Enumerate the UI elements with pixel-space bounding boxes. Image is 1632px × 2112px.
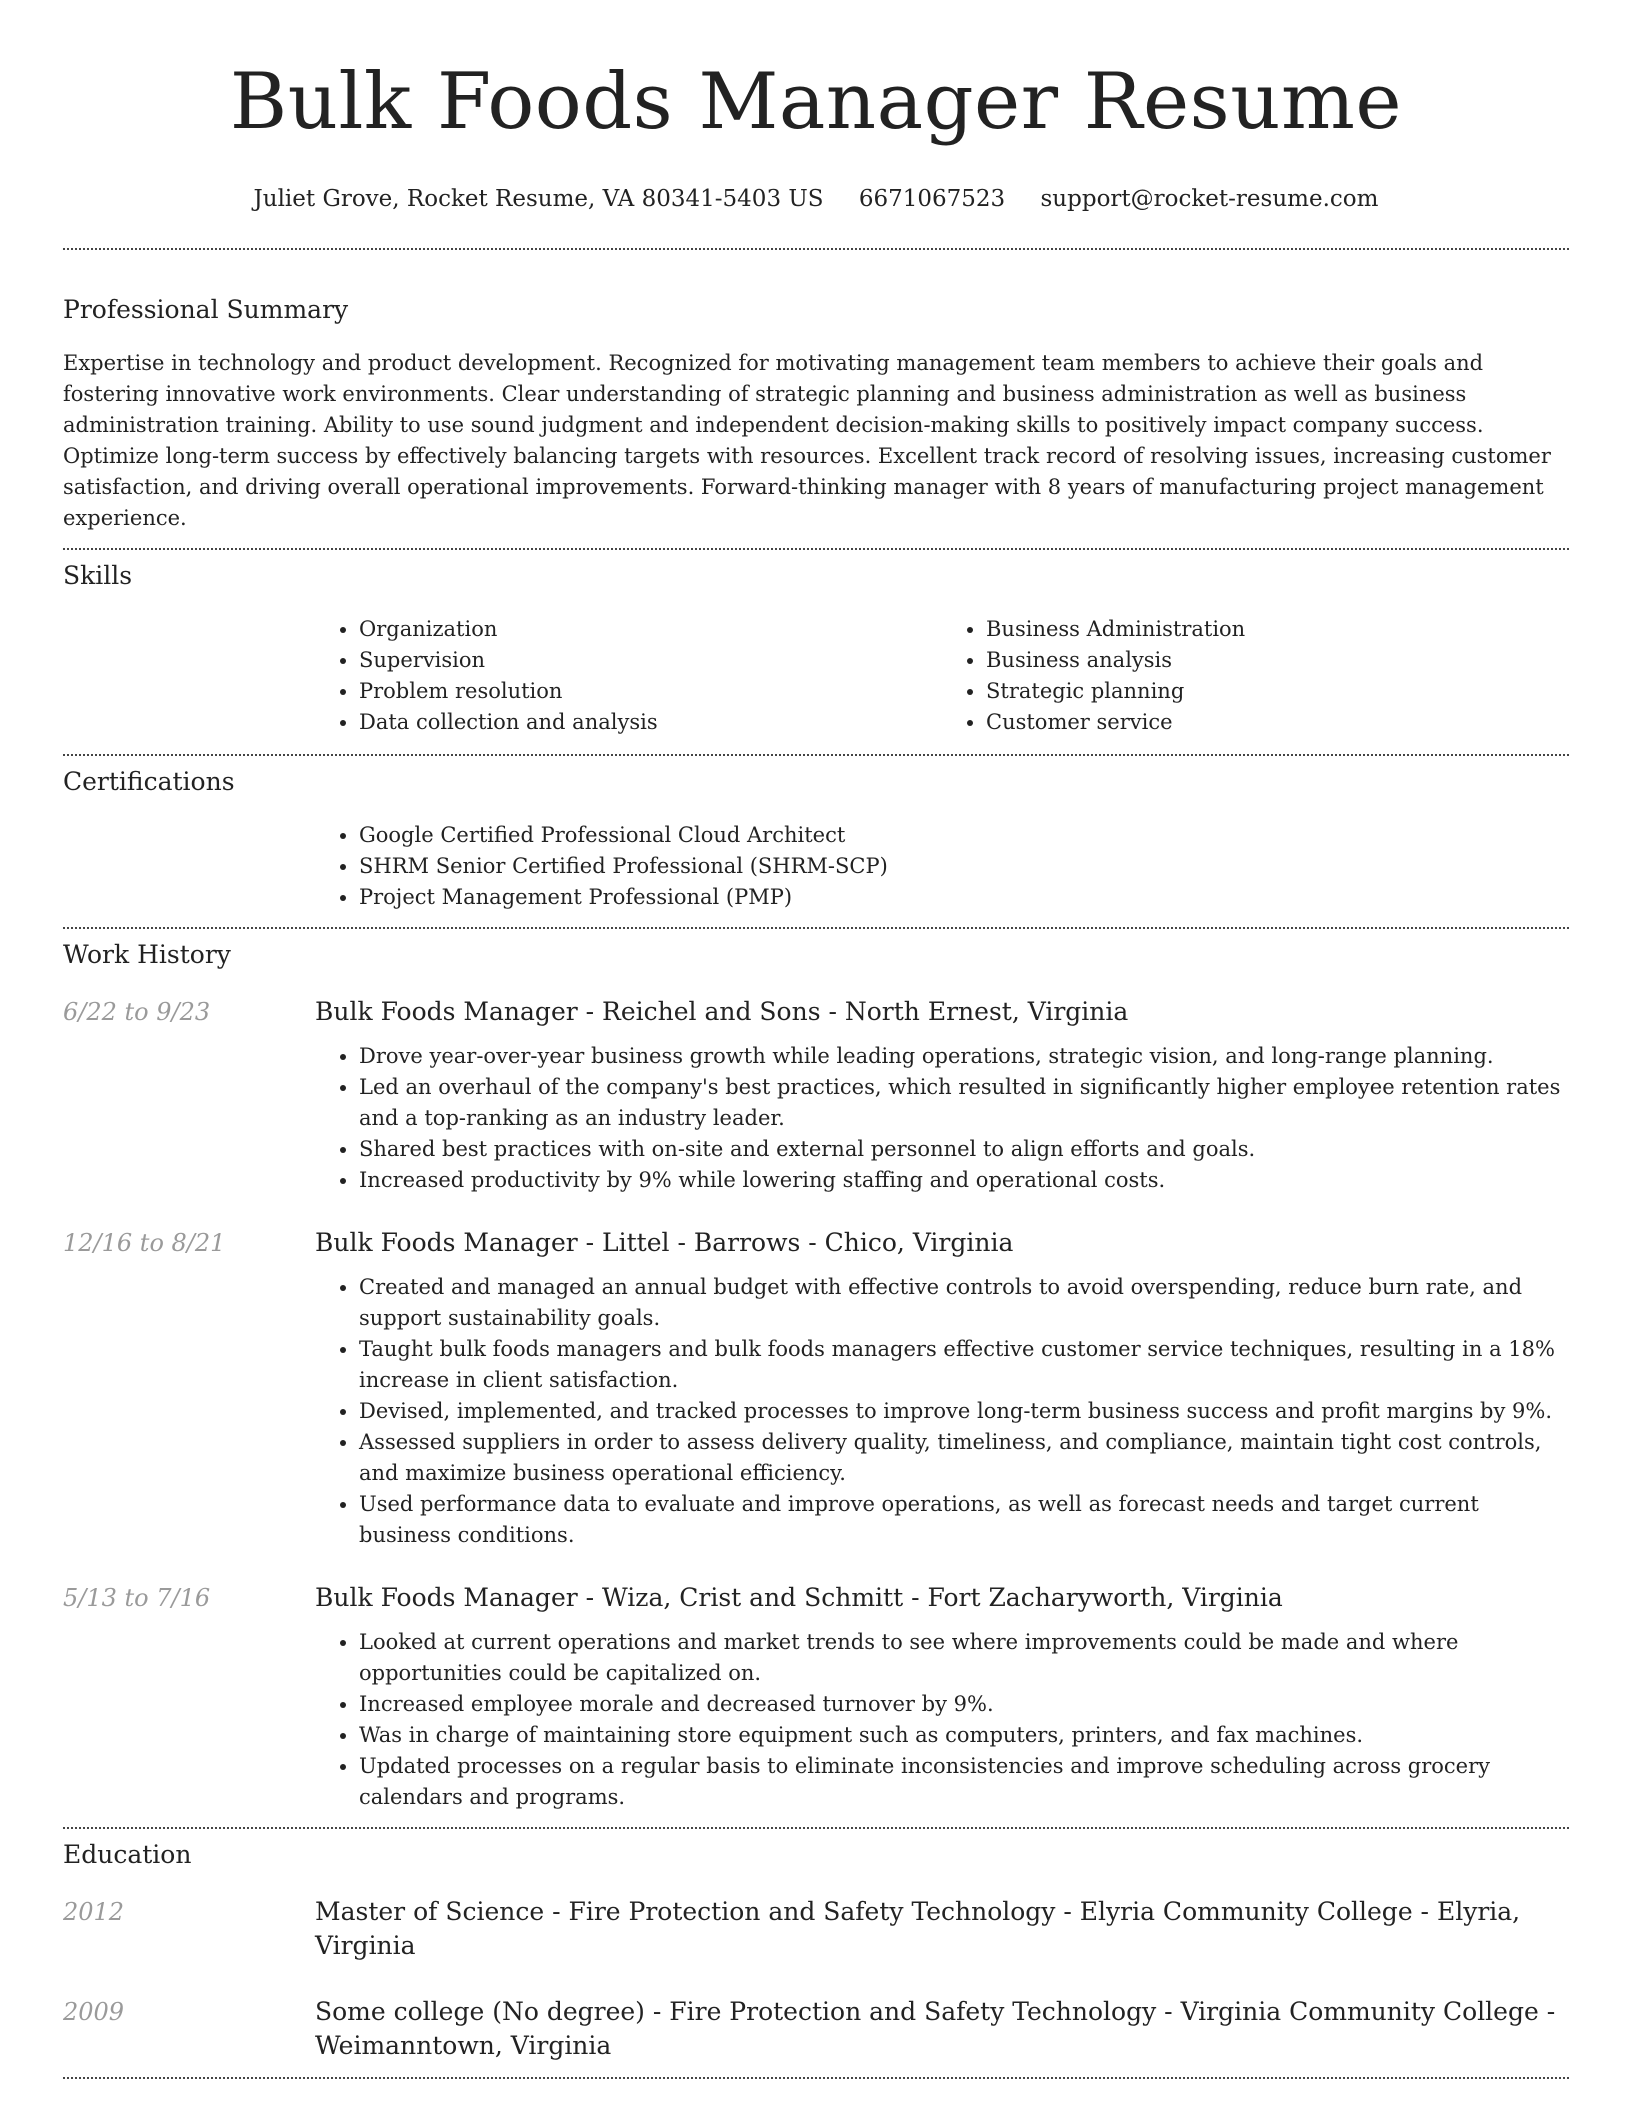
skill-item: • Data collection and analysis bbox=[359, 707, 942, 738]
certifications-section bbox=[63, 766, 1569, 913]
job-bullets bbox=[315, 1041, 1569, 1196]
skill-item: • Problem resolution bbox=[359, 676, 942, 707]
skill-item: • Customer service bbox=[986, 707, 1569, 738]
divider bbox=[63, 927, 1569, 929]
certification-item: • SHRM Senior Certified Professional (SHRM-SCP) bbox=[359, 851, 1569, 882]
skill-item: • Business Administration bbox=[986, 614, 1569, 645]
certification-item: • Project Management Professional (PMP) bbox=[359, 882, 1569, 913]
job-title: Bulk Foods Manager - Wiza, Crist and Schmitt - Fort Zacharyworth, Virginia bbox=[315, 1583, 1283, 1612]
divider bbox=[63, 248, 1569, 250]
skill-item: • Organization bbox=[359, 614, 942, 645]
summary-section bbox=[63, 294, 1569, 534]
skills-section bbox=[63, 560, 1569, 738]
job-bullet: • Increased productivity by 9% while lowering staffing and operational costs. bbox=[359, 1165, 1569, 1196]
summary-heading: Professional Summary bbox=[63, 295, 349, 324]
certifications-list bbox=[315, 820, 1569, 913]
job-dates: 12/16 to 8/21 bbox=[63, 1229, 226, 1257]
job-entry bbox=[63, 1581, 1569, 1813]
job-bullet: • Used performance data to evaluate and improve operations, as well as forecast needs and target current business conditions. bbox=[359, 1489, 1569, 1551]
contact-line bbox=[63, 184, 1569, 214]
job-bullet: • Was in charge of maintaining store equipment such as computers, printers, and fax machines. bbox=[359, 1720, 1569, 1751]
education-title: Master of Science - Fire Protection and Safety Technology - Elyria Community College - Elyria, Virginia bbox=[315, 1897, 1521, 1960]
job-bullet: • Taught bulk foods managers and bulk foods managers effective customer service techniques, resulting in a 18% increase in client satisfaction. bbox=[359, 1334, 1569, 1396]
summary-text: Expertise in technology and product development. Recognized for motivating management team members to achieve their goals and fostering innovative work environments. Clear understanding of strategic planning and business administration as well as business administration training. Ability to use sound judgment and independent decision-making skills to positively impact company success. Optimize long-term success by effectively balancing targets with resources. Excellent track record of resolving issues, increasing customer satisfaction, and driving overall operational improvements. Forward-thinking manager with 8 years of manufacturing project management experience. bbox=[63, 351, 1551, 530]
divider bbox=[63, 2077, 1569, 2079]
education-heading: Education bbox=[63, 1840, 192, 1869]
skill-item: • Business analysis bbox=[986, 645, 1569, 676]
education-year: 2012 bbox=[63, 1898, 125, 1926]
skill-item: • Strategic planning bbox=[986, 676, 1569, 707]
contact-email: support@rocket-resume.com bbox=[1040, 186, 1379, 212]
job-header bbox=[63, 1226, 1569, 1260]
certification-item: • Google Certified Professional Cloud Architect bbox=[359, 820, 1569, 851]
contact-phone: 6671067523 bbox=[858, 186, 1006, 212]
work-history-section bbox=[63, 939, 1569, 1813]
divider bbox=[63, 548, 1569, 550]
skills-grid bbox=[315, 614, 1569, 738]
job-bullet: • Led an overhaul of the company's best practices, which resulted in significantly higher employee retention rates and a top-ranking as an industry leader. bbox=[359, 1072, 1569, 1134]
job-dates: 6/22 to 9/23 bbox=[63, 998, 211, 1026]
job-bullet: • Assessed suppliers in order to assess delivery quality, timeliness, and compliance, maintain tight cost controls, and maximize business operational efficiency. bbox=[359, 1427, 1569, 1489]
certifications-heading: Certifications bbox=[63, 767, 235, 796]
skill-item: • Supervision bbox=[359, 645, 942, 676]
job-title: Bulk Foods Manager - Littel - Barrows - Chico, Virginia bbox=[315, 1228, 1014, 1257]
job-bullet: • Drove year-over-year business growth while leading operations, strategic vision, and long-range planning. bbox=[359, 1041, 1569, 1072]
divider bbox=[63, 754, 1569, 756]
skills-list-right bbox=[942, 614, 1569, 738]
job-bullet: • Looked at current operations and market trends to see where improvements could be made and where opportunities could be capitalized on. bbox=[359, 1627, 1569, 1689]
job-bullet: • Increased employee morale and decreased turnover by 9%. bbox=[359, 1689, 1569, 1720]
job-bullets bbox=[315, 1627, 1569, 1813]
education-entry bbox=[63, 1895, 1569, 1963]
job-bullet: • Shared best practices with on-site and external personnel to align efforts and goals. bbox=[359, 1134, 1569, 1165]
education-entry bbox=[63, 1995, 1569, 2063]
job-header bbox=[63, 1581, 1569, 1615]
job-entry bbox=[63, 1226, 1569, 1551]
work-history-heading: Work History bbox=[63, 940, 231, 969]
job-title: Bulk Foods Manager - Reichel and Sons - North Ernest, Virginia bbox=[315, 997, 1129, 1026]
resume-title: Bulk Foods Manager Resume bbox=[229, 57, 1403, 147]
job-bullets bbox=[315, 1272, 1569, 1551]
job-dates: 5/13 to 7/16 bbox=[63, 1584, 211, 1612]
job-bullet: • Updated processes on a regular basis to eliminate inconsistencies and improve scheduling across grocery calendars and programs. bbox=[359, 1751, 1569, 1813]
job-bullet: • Created and managed an annual budget with effective controls to avoid overspending, reduce burn rate, and support sustainability goals. bbox=[359, 1272, 1569, 1334]
job-header bbox=[63, 995, 1569, 1029]
education-title: Some college (No degree) - Fire Protection and Safety Technology - Virginia Community College - Weimanntown, Virginia bbox=[315, 1997, 1556, 2060]
job-entry bbox=[63, 995, 1569, 1196]
education-section bbox=[63, 1839, 1569, 2063]
education-year: 2009 bbox=[63, 1998, 125, 2026]
skills-heading: Skills bbox=[63, 561, 133, 590]
skills-list-left bbox=[315, 614, 942, 738]
divider bbox=[63, 1827, 1569, 1829]
contact-address: Juliet Grove, Rocket Resume, VA 80341-5403 US bbox=[253, 186, 824, 212]
job-bullet: • Devised, implemented, and tracked processes to improve long-term business success and profit margins by 9%. bbox=[359, 1396, 1569, 1427]
